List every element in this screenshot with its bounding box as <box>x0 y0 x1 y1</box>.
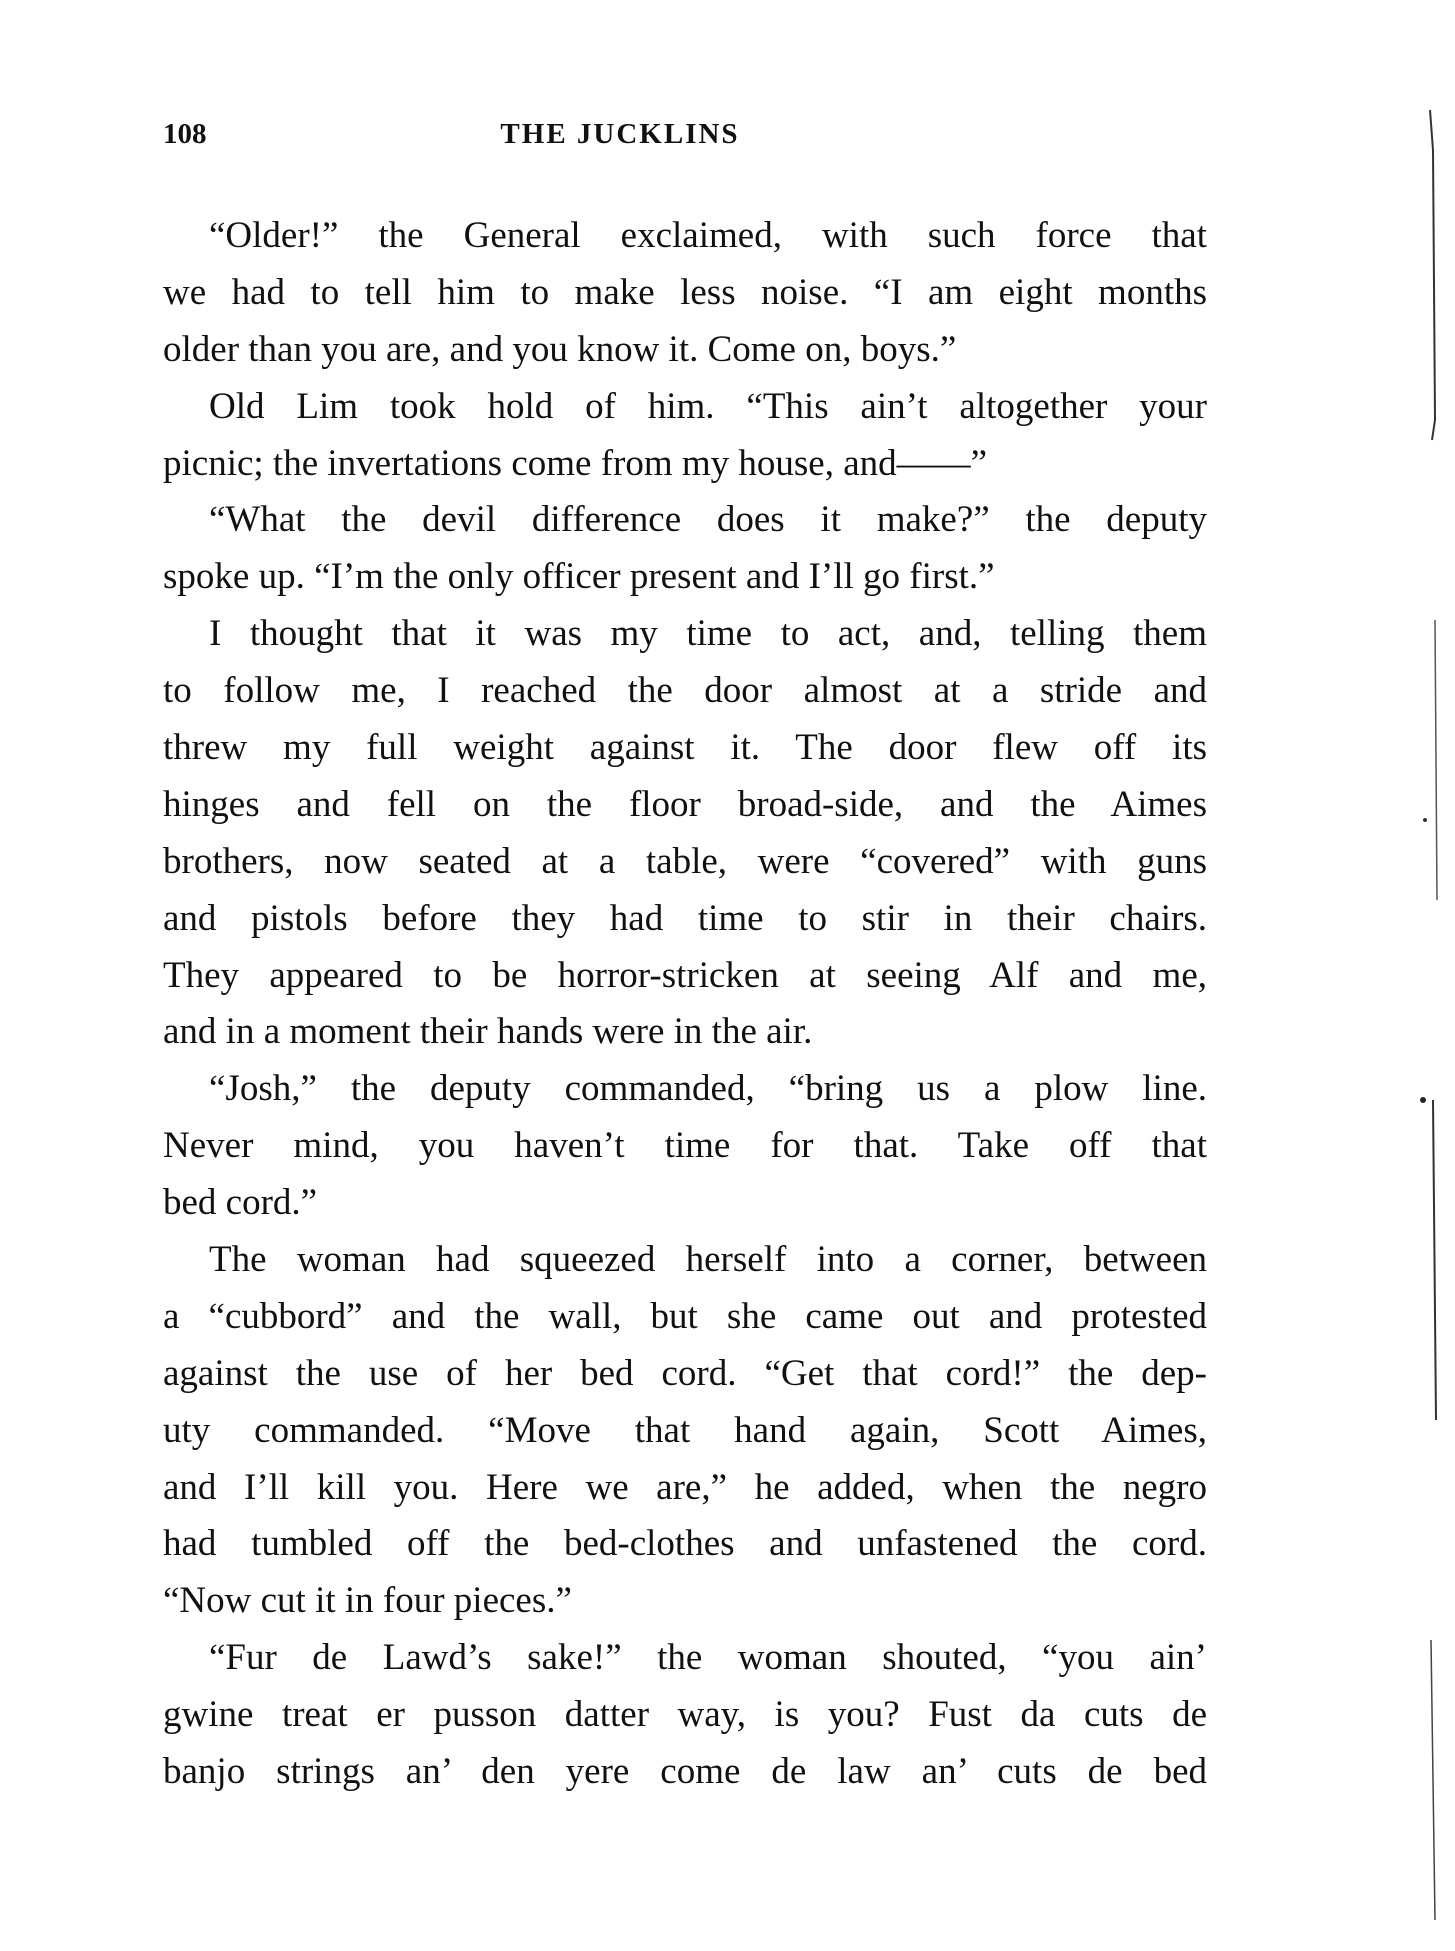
text-line: “Josh,” the deputy commanded, “bring us a plow line. <box>209 1068 1207 1110</box>
text-line: uty commanded. “Move that hand again, Scott Aimes, <box>163 1409 1207 1451</box>
text-line: picnic; the invertations come from my house, and——” <box>163 442 988 484</box>
text-line: and in a moment their hands were in the air. <box>163 1011 813 1053</box>
text-line: hinges and fell on the floor broad-side, and the Aimes <box>163 783 1207 825</box>
text-line: “Now cut it in four pieces.” <box>163 1580 572 1622</box>
text-line: had tumbled off the bed-clothes and unfastened the cord. <box>163 1523 1207 1565</box>
text-line: Old Lim took hold of him. “This ain’t altogether your <box>209 385 1207 427</box>
text-line: “Fur de Lawd’s sake!” the woman shouted, “you ain’ <box>209 1637 1207 1679</box>
text-line: a “cubbord” and the wall, but she came out and protested <box>163 1295 1207 1337</box>
text-line: bed cord.” <box>163 1182 318 1224</box>
text-line: to follow me, I reached the door almost at a stride and <box>163 670 1207 712</box>
text-line: spoke up. “I’m the only officer present and I’ll go first.” <box>163 556 995 598</box>
text-line: and I’ll kill you. Here we are,” he added, when the negro <box>163 1466 1207 1508</box>
text-line: I thought that it was my time to act, and, telling them <box>209 613 1207 655</box>
text-line: “What the devil difference does it make?” the deputy <box>209 499 1207 541</box>
text-line: and pistols before they had time to stir in their chairs. <box>163 897 1207 939</box>
running-title: THE JUCKLINS <box>500 118 740 150</box>
text-line: older than you are, and you know it. Come on, boys.” <box>163 328 957 370</box>
text-line: we had to tell him to make less noise. “I am eight months <box>163 271 1207 313</box>
text-line: threw my full weight against it. The door flew off its <box>163 727 1207 769</box>
text-line: The woman had squeezed herself into a corner, between <box>209 1239 1207 1281</box>
text-line: brothers, now seated at a table, were “covered” with guns <box>163 840 1207 882</box>
text-line: banjo strings an’ den yere come de law an’ cuts de bed <box>163 1751 1207 1793</box>
text-line: gwine treat er pusson datter way, is you? Fust da cuts de <box>163 1694 1207 1736</box>
text-line: Never mind, you haven’t time for that. Take off that <box>163 1125 1207 1167</box>
text-line: “Older!” the General exclaimed, with such force that <box>209 215 1207 256</box>
body-text <box>163 208 1207 1801</box>
page-header <box>163 118 1207 162</box>
text-line: against the use of her bed cord. “Get that cord!” the dep- <box>163 1352 1207 1394</box>
binding-edge-marks <box>1395 0 1455 1951</box>
page-number: 108 <box>163 118 207 150</box>
text-line: They appeared to be horror-stricken at seeing Alf and me, <box>163 954 1207 996</box>
